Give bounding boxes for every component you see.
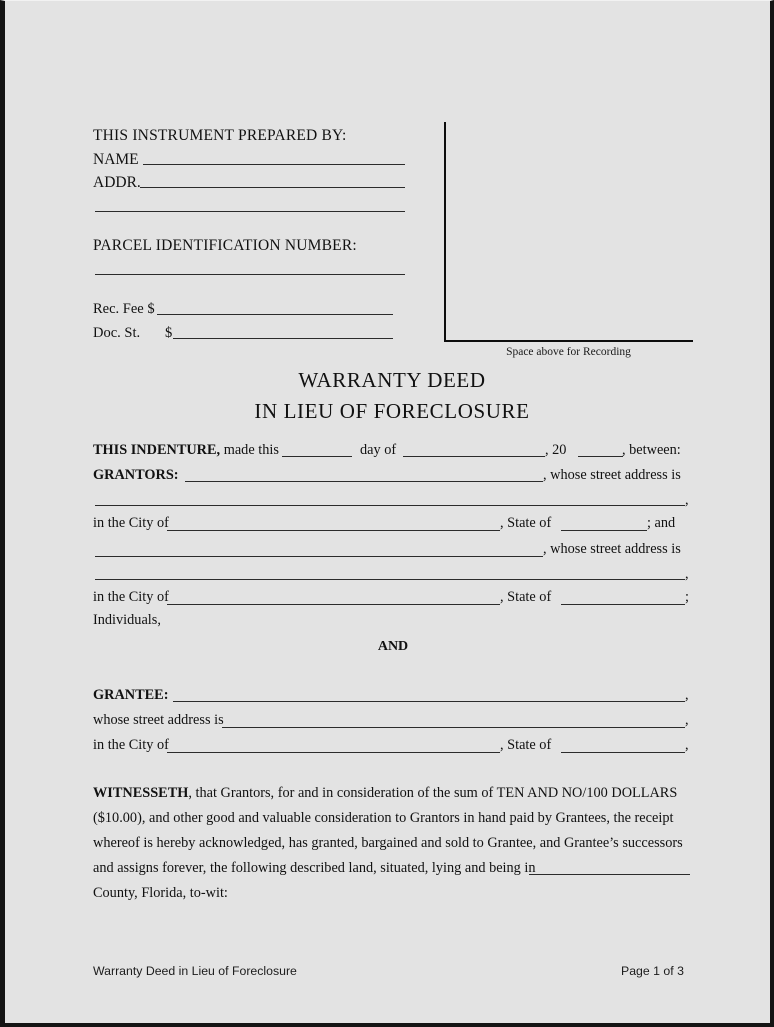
grantors-name-blank[interactable] <box>185 481 543 482</box>
preparer-address-blank-second[interactable] <box>95 211 405 212</box>
grantors-individuals: Individuals, <box>93 612 161 628</box>
page-title <box>5 365 774 427</box>
grantor2-state-blank[interactable] <box>561 604 685 605</box>
indenture-lead: THIS INDENTURE, <box>93 442 221 458</box>
grantor2-name-blank[interactable] <box>95 556 543 557</box>
indenture-day-blank[interactable] <box>282 456 352 457</box>
grantee-street-address-line: whose street address is <box>93 712 224 728</box>
preparer-address-blank[interactable] <box>140 187 405 188</box>
witnesseth-line-1-text: , that Grantors, for and in consideration of the sum of TEN AND NO/100 DOLLARS <box>188 785 678 801</box>
parcel-id-blank[interactable] <box>95 274 405 275</box>
witnesseth-line-5: County, Florida, to-wit: <box>93 885 228 901</box>
grantors-state-of: , State of <box>500 515 552 531</box>
indenture-year-blank[interactable] <box>578 456 623 457</box>
parcel-id-heading: PARCEL IDENTIFICATION NUMBER: <box>93 237 357 254</box>
grantee-state-of: , State of <box>500 737 552 753</box>
rec-fee-label: Rec. Fee $ <box>93 301 155 317</box>
doc-stamp-dollar-sign: $ <box>165 325 173 341</box>
conjunction-and: AND <box>377 639 409 654</box>
indenture-between: , between: <box>622 442 681 458</box>
recording-space-caption: Space above for Recording <box>506 346 631 358</box>
witnesseth-line-3: whereof is hereby acknowledged, has granted, bargained and sold to Grantee, and Grantee’s successors <box>93 835 683 851</box>
grantee-state-blank[interactable] <box>561 752 685 753</box>
witnesseth-lead: WITNESSETH <box>93 785 189 801</box>
rec-fee-blank[interactable] <box>157 314 393 315</box>
footer-page-number: Page 1 of 3 <box>621 964 684 978</box>
grantor2-semicolon: ; <box>685 589 689 605</box>
grantors-state-blank[interactable] <box>561 530 647 531</box>
grantee-name-blank[interactable] <box>173 701 685 702</box>
prepared-by-heading: THIS INSTRUMENT PREPARED BY: <box>93 127 347 144</box>
grantor2-whose-street-address-is: , whose street address is <box>543 541 681 557</box>
grantors-city-line: in the City of <box>93 515 169 531</box>
witnesseth-line-1 <box>93 785 693 802</box>
witnesseth-line-2: ($10.00), and other good and valuable consideration to Grantors in hand paid by Grantees, the receipt <box>93 810 674 826</box>
page-title-line-2: IN LIEU OF FORECLOSURE <box>254 399 530 423</box>
indenture-year-prefix: , 20 <box>545 442 567 458</box>
grantee-address-comma: , <box>685 712 689 728</box>
grantors-city-blank[interactable] <box>167 530 500 531</box>
witnesseth-county-blank[interactable] <box>529 874 690 875</box>
grantee-state-comma: , <box>685 737 689 753</box>
grantor2-address-line-comma: , <box>685 566 689 582</box>
indenture-made-this: made this <box>223 442 279 458</box>
grantee-city-blank[interactable] <box>167 752 500 753</box>
grantors-street-address-blank[interactable] <box>95 505 685 506</box>
witnesseth-line-4: and assigns forever, the following described land, situated, lying and being in <box>93 860 536 876</box>
footer-document-name: Warranty Deed in Lieu of Foreclosure <box>93 964 297 978</box>
grantor2-street-address-blank[interactable] <box>95 579 685 580</box>
preparer-address-label: ADDR. <box>93 174 141 191</box>
grantors-semicolon-and: ; and <box>647 515 676 531</box>
grantors-label: GRANTORS: <box>93 467 179 483</box>
grantor2-city-blank[interactable] <box>167 604 500 605</box>
grantors-address-line-comma: , <box>685 492 689 508</box>
preparer-name-blank[interactable] <box>143 164 405 165</box>
grantor2-state-of: , State of <box>500 589 552 605</box>
doc-stamp-label: Doc. St. <box>93 325 141 341</box>
grantee-name-comma: , <box>685 687 689 703</box>
preparer-name-label: NAME <box>93 151 139 168</box>
grantor2-city-line: in the City of <box>93 589 169 605</box>
grantee-label: GRANTEE: <box>93 687 169 703</box>
indenture-day-of: day of <box>360 442 397 458</box>
indenture-month-blank[interactable] <box>403 456 545 457</box>
grantee-street-address-blank[interactable] <box>222 727 685 728</box>
doc-stamp-blank[interactable] <box>173 338 393 339</box>
recording-space-box <box>444 122 693 342</box>
grantee-city-line: in the City of <box>93 737 169 753</box>
page-title-line-1: WARRANTY DEED <box>298 368 486 392</box>
grantors-whose-street-address-is: , whose street address is <box>543 467 681 483</box>
